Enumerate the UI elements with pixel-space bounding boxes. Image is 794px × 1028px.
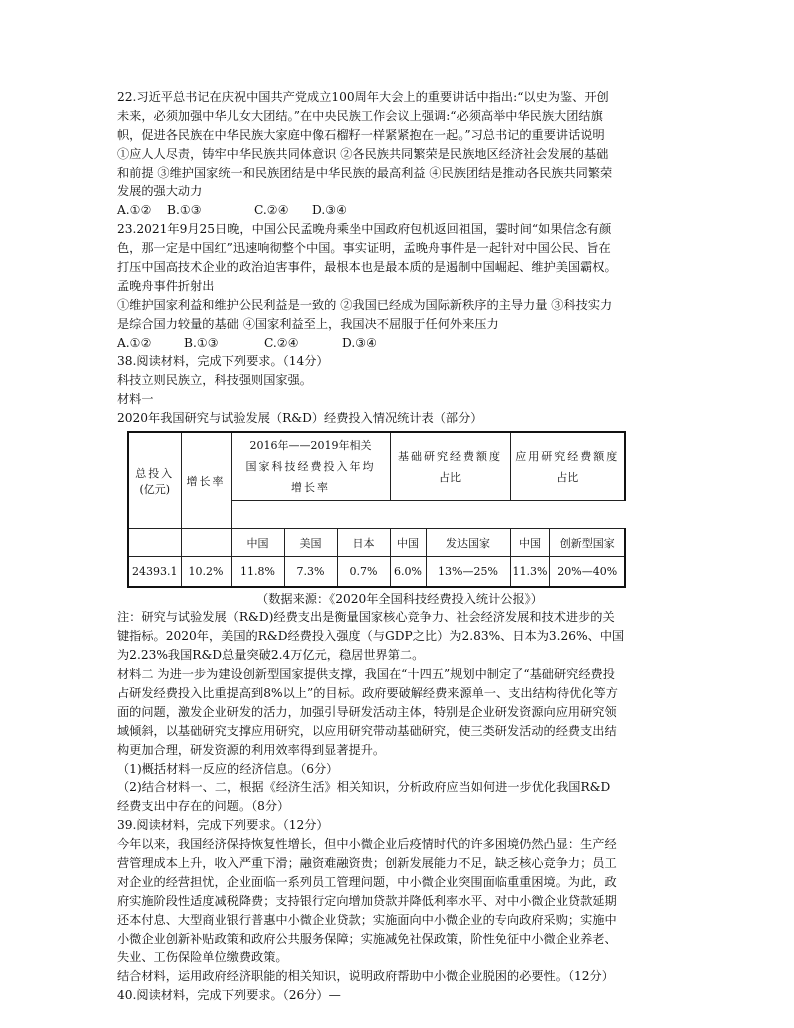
option-d: D.③④ <box>312 203 348 218</box>
option-c: C.②④ <box>254 203 289 218</box>
note-line: 注：研究与试验发展（R&D)经费支出是衡量国家核心竞争力、社会经济发展和技术进步的关 <box>117 610 615 625</box>
header-total-line: 总投入 <box>135 466 175 480</box>
question-38 <box>117 352 682 816</box>
q22-line: 和前提 ③维护国家统一和民族团结是中华民族的最高利益 ④民族团结是推动各民族共同繁荣 <box>117 165 613 180</box>
option-b: B.①③ <box>184 335 219 350</box>
q23-line: 是综合国力较量的基础 ④国家利益至上，我国决不屈服于任何外来压力 <box>117 316 499 331</box>
cell-total: 24393.1 <box>128 557 181 587</box>
cell-basic-developed: 13%—25% <box>426 557 510 587</box>
material-2-line: 面的问题，激发企业研发的活力，加强引导研发活动主体，特别是企业研发资源向应用研究领 <box>117 704 617 719</box>
q22-line: ①应人人尽责，铸牢中华民族共同体意识 ②各民族共同繁荣是民族地区经济社会发展的基础 <box>117 146 609 161</box>
q39-line: 还本付息、大型商业银行普惠中小微企业贷款；实施面向中小微企业的专向政府采购；实施中 <box>117 912 617 927</box>
q23-line: 打压中国高技术企业的政治迫害事件，最根本也是最本质的是遏制中国崛起、维护美国霸权。 <box>117 260 617 275</box>
question-22 <box>117 88 682 220</box>
material-2-line: 构更加合理，研发资源的利用效率得到显著提升。 <box>117 742 386 757</box>
q23-line: 色，那一定是中国红”迅速响彻整个中国。事实证明，孟晚舟事件是一起针对中国公民、旨在 <box>117 241 611 256</box>
header-total <box>128 432 181 529</box>
q38-header: 38.阅读材料，完成下列要求。（14分） <box>117 354 329 369</box>
q39-line: 府实施阶段性适度减税降费；支持银行定向增加贷款并降低利率水平、对中小微企业贷款延期 <box>117 893 617 908</box>
q22-line: 帜，促进各民族在中华民族大家庭中像石榴籽一样紧紧抱在一起。”习总书记的重要讲话说明 <box>117 127 605 142</box>
requirement-1: （1)概括材料一反应的经济信息。（6分） <box>117 761 339 776</box>
q23-options <box>117 334 682 353</box>
q39-line: 今年以来，我国经济保持恢复性增长，但中小微企业后疫情时代的许多困境仍然凸显：生产经 <box>117 837 617 852</box>
requirement-2-line: 经费支出中存在的问题。（8分） <box>117 799 290 814</box>
sub-header-china: 中国 <box>390 529 426 557</box>
cell-avg-usa: 7.3% <box>284 557 337 587</box>
cell-applied-china: 11.3% <box>510 557 550 587</box>
header-total-line: (亿元) <box>139 482 171 496</box>
q39-line: 营管理成本上升，收入严重下滑；融资难融资贵；创新发展能力不足，缺乏核心竞争力；员工 <box>117 856 617 871</box>
cell-avg-china: 11.8% <box>231 557 284 587</box>
q38-motto: 科技立则民族立，科技强则国家强。 <box>117 373 312 388</box>
header-growth: 增长率 <box>181 432 231 529</box>
sub-header-china: 中国 <box>231 529 284 557</box>
rd-statistics-table <box>127 431 626 588</box>
option-d: D.③④ <box>342 335 378 350</box>
header-applied-line: 占比 <box>556 470 579 484</box>
header-basic-line: 基础研究经费额度 <box>398 449 502 463</box>
q40-header: 40.阅读材料，完成下列要求。（26分）— <box>117 988 341 1003</box>
option-c: C.②④ <box>264 335 299 350</box>
header-avg-growth <box>231 432 390 501</box>
material-1-label: 材料一 <box>117 392 154 407</box>
note-line: 为2.23%我国R&D总量突破2.4万亿元，稳居世界第二。 <box>117 648 425 663</box>
header-avg-line: 增长率 <box>291 481 330 495</box>
header-applied-research <box>510 432 625 501</box>
header-basic-line: 占比 <box>439 470 461 484</box>
header-basic-research <box>390 432 510 501</box>
q39-header: 39.阅读材料，完成下列要求。（12分） <box>117 818 329 833</box>
q39-line: 失业、工伤保险单位缴费政策。 <box>117 950 288 965</box>
cell-avg-japan: 0.7% <box>337 557 390 587</box>
header-avg-line: 国家科技经费投入年均 <box>245 460 376 474</box>
q23-line: ①维护国家利益和维护公民利益是一致的 ②我国已经成为国际新秩序的主导力量 ③科技实力 <box>117 297 613 312</box>
option-b: B.①③ <box>167 203 202 218</box>
option-a: A.①② <box>117 203 152 218</box>
q22-options <box>117 201 682 220</box>
material-2-line: 材料二 为进一步为建设创新型国家提供支撑，我国在“十四五”规划中制定了“基础研究经费投 <box>117 667 615 682</box>
q23-line: 孟晚舟事件折射出 <box>117 278 215 293</box>
cell-applied-innovative: 20%—40% <box>550 557 625 587</box>
question-23 <box>117 220 682 352</box>
sub-header-china: 中国 <box>510 529 550 557</box>
header-applied-line: 应用研究经费额度 <box>515 449 620 463</box>
option-a: A.①② <box>117 335 152 350</box>
table-title: 2020年我国研究与试验发展（R&D）经费投入情况统计表（部分） <box>117 411 483 426</box>
sub-header-japan: 日本 <box>337 529 390 557</box>
table-source: （数据来源：《2020年全国科技经费投入统计公报》） <box>256 591 543 606</box>
exam-page <box>117 88 682 1005</box>
material-2-line: 域倾斜，以基础研究支撑应用研究，以应用研究带动基础研究，使三类研发活动的经费支出结 <box>117 723 617 738</box>
sub-header-innovative: 创新型国家 <box>550 529 625 557</box>
q39-line: 结合材料，运用政府经济职能的相关知识，说明政府帮助中小微企业脱困的必要性。（12分） <box>117 969 614 984</box>
header-avg-line: 2016年——2019年相关 <box>249 439 372 453</box>
sub-header-developed: 发达国家 <box>426 529 510 557</box>
q39-line: 小微企业创新补贴政策和政府公共服务保障；实施减免社保政策，阶性免征中小微企业养老、 <box>117 931 617 946</box>
sub-header-usa: 美国 <box>284 529 337 557</box>
q22-line: 未来，必须加强中华儿女大团结。”在中央民族工作会议上强调:“必须高举中华民族大团结旗 <box>117 108 603 123</box>
material-2-line: 占研发经费投入比重提高到8%以上”的目标。政府要破解经费来源单一、支出结构待优化等方 <box>117 686 618 700</box>
requirement-2-line: （2)结合材料一、二，根据《经济生活》相关知识，分析政府应当如何进一步优化我国R&D <box>117 780 611 795</box>
q23-line: 23.2021年9月25日晚，中国公民孟晚舟乘坐中国政府包机返回祖国，霎时间“如果信念有颜 <box>117 222 612 237</box>
question-39 <box>117 816 682 986</box>
cell-basic-china: 6.0% <box>390 557 426 587</box>
q22-line: 发展的强大动力 <box>117 184 203 199</box>
q39-line: 对企业的经营担忧，企业面临一系列员工管理问题，中小微企业突围面临重重困境。为此，政 <box>117 874 617 889</box>
q22-line: 22.习近平总书记在庆祝中国共产党成立100周年大会上的重要讲话中指出:“以史为鉴、开创 <box>117 90 609 104</box>
cell-growth: 10.2% <box>181 557 231 587</box>
note-line: 键指标。2020年，美国的R&D经费投入强度（与GDP之比）为2.83%、日本为3.26%、中国 <box>117 629 625 644</box>
